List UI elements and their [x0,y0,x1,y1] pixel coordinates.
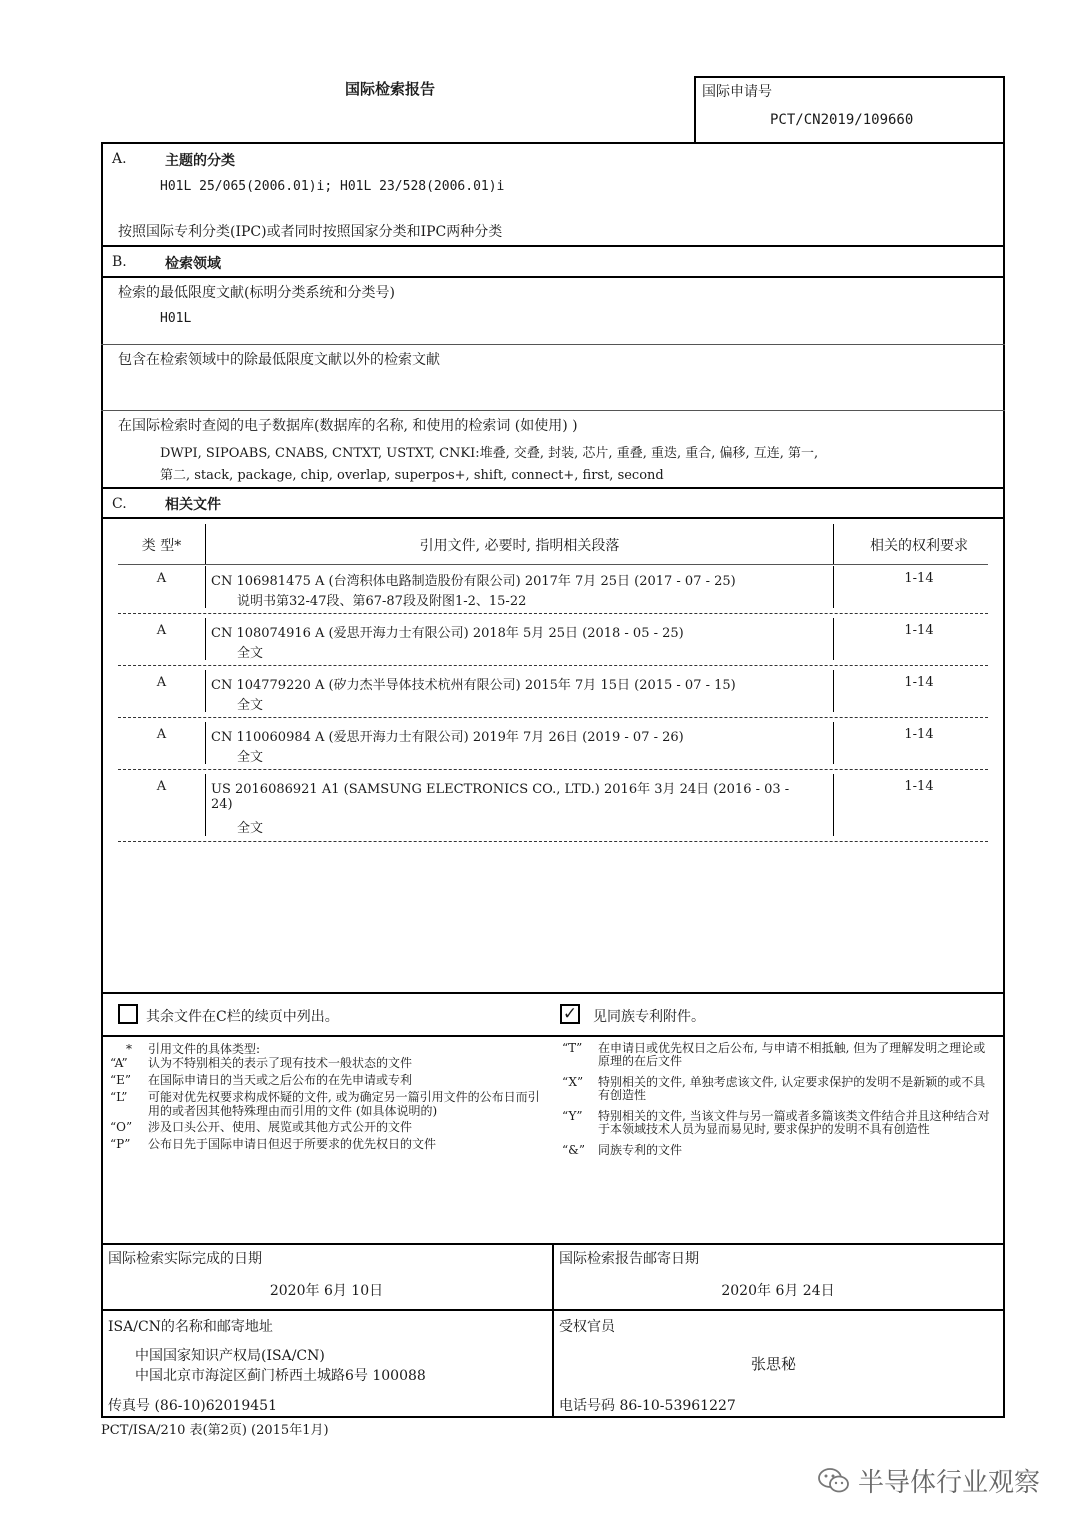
legend-key: “&” [562,1143,585,1157]
report-title: 国际检索报告 [345,80,436,98]
section-b-title: 检索领域 [165,256,221,272]
other-documentation-label: 包含在检索领域中的除最低限度文献以外的检索文献 [118,352,440,368]
row2-passages: 全文 [237,646,264,661]
row2-category: A [156,623,167,638]
row3-passages: 全文 [237,698,264,713]
legend-text: 涉及口头公开、使用、展览或其他方式公开的文件 [148,1120,413,1134]
further-documents-label: 其余文件在C栏的续页中列出。 [146,1009,339,1025]
legend-text: 可能对优先权要求构成怀疑的文件, 或为确定另一篇引用文件的公布日而引用的或者因其他特殊理由而引用的文件 (如具体说明的) [148,1090,540,1118]
legend-text: 认为不特别相关的表示了现有技术一般状态的文件 [148,1056,413,1070]
isa-name-label: ISA/CN的名称和邮寄地址 [108,1319,273,1335]
legend-text: 引用文件的具体类型: [148,1042,261,1056]
legend-key: “T” [562,1041,583,1055]
row4-passages: 全文 [237,750,264,765]
legend-key: “Y” [562,1109,583,1123]
row5-claims: 1-14 [904,779,934,794]
classification-note: 按照国际专利分类(IPC)或者同时按照国家分类和IPC两种分类 [118,224,503,240]
legend-key: * [126,1042,132,1056]
patent-family-label: 见同族专利附件。 [593,1009,705,1025]
authorized-officer-name: 张思秘 [751,1355,797,1373]
completion-date-label: 国际检索实际完成的日期 [108,1251,262,1267]
patent-family-checkbox[interactable] [560,1004,580,1024]
form-footer: PCT/ISA/210 表(第2页) (2015年1月) [101,1423,329,1438]
further-documents-checkbox[interactable] [118,1004,138,1024]
row3-category: A [156,675,167,690]
table-header-citation: 引用文件, 必要时, 指明相关段落 [419,538,620,554]
row5-citation: US 2016086921 A1 (SAMSUNG ELECTRONICS CO., LTD.) 2016年 3月 24日 (2016 - 03 - [211,782,790,797]
check-mark-icon: ✓ [562,1004,578,1024]
watermark [818,1462,1040,1499]
minimum-documentation-label: 检索的最低限度文献(标明分类系统和分类号) [118,285,395,301]
fax-number: 传真号 (86-10)62019451 [108,1398,277,1414]
isa-address: 中国北京市海淀区蓟门桥西土城路6号 100088 [135,1368,426,1384]
mailing-date: 2020年 6月 24日 [721,1283,835,1299]
category-legend-right [562,1042,992,1157]
section-b-letter: B. [112,254,127,270]
legend-key: “E” [110,1073,132,1087]
row4-category: A [156,727,167,742]
legend-text: 特别相关的文件, 当该文件与另一篇或者多篇该类文件结合并且这种结合对于本领域技术人员为显而易见时, 要求保护的发明不具有创造性 [598,1109,990,1136]
database-terms-line1: DWPI, SIPOABS, CNABS, CNTXT, USTXT, CNKI:堆叠, 交叠, 封装, 芯片, 重叠, 重迭, 重合, 偏移, 互连, 第一, [160,446,819,461]
row4-citation: CN 110060984 A (爱思开海力士有限公司) 2019年 7月 26日 (2019 - 07 - 26) [211,730,684,745]
section-c-letter: C. [112,496,127,512]
telephone-number: 电话号码 86-10-53961227 [559,1398,736,1414]
row1-claims: 1-14 [904,571,934,586]
application-number: PCT/CN2019/109660 [770,112,914,128]
legend-key: “X” [562,1075,584,1089]
database-terms-line2: 第二, stack, package, chip, overlap, superpos+, shift, connect+, first, second [160,468,664,483]
row5-citation-cont: 24) [211,797,233,812]
table-header-category: 类 型* [141,538,182,554]
table-header-claims: 相关的权利要求 [870,538,968,554]
legend-key: “O” [110,1120,133,1134]
completion-date: 2020年 6月 10日 [269,1283,384,1299]
legend-text: 公布日先于国际申请日但迟于所要求的优先权日的文件 [148,1137,437,1151]
ipc-classification: H01L 25/065(2006.01)i; H01L 23/528(2006.01)i [160,179,505,194]
section-c-title: 相关文件 [165,497,221,513]
row1-citation: CN 106981475 A (台湾积体电路制造股份有限公司) 2017年 7月 25日 (2017 - 07 - 25) [211,574,736,589]
section-a-letter: A. [112,151,127,167]
legend-text: 同族专利的文件 [598,1143,683,1157]
legend-key: “A” [110,1056,128,1070]
row2-citation: CN 108074916 A (爱思开海力士有限公司) 2018年 5月 25日 (2018 - 05 - 25) [211,626,684,641]
wechat-icon [818,1466,850,1496]
row1-passages: 说明书第32-47段、第67-87段及附图1-2、15-22 [237,594,527,609]
section-a-title: 主题的分类 [165,153,235,169]
row1-category: A [156,571,167,586]
row5-passages: 全文 [237,821,264,836]
legend-key: “L” [110,1090,128,1104]
legend-text: 在国际申请日的当天或之后公布的在先申请或专利 [148,1073,413,1087]
watermark-text: 半导体行业观察 [858,1468,1041,1498]
isa-name: 中国国家知识产权局(ISA/CN) [135,1348,325,1364]
legend-text: 特别相关的文件, 单独考虑该文件, 认定要求保护的发明不是新颖的或不具有创造性 [598,1075,986,1102]
row2-claims: 1-14 [904,623,934,638]
row3-claims: 1-14 [904,675,934,690]
row4-claims: 1-14 [904,727,934,742]
row5-category: A [156,779,167,794]
mailing-date-label: 国际检索报告邮寄日期 [559,1251,699,1267]
application-number-label: 国际申请号 [702,84,772,100]
legend-text: 在申请日或优先权日之后公布, 与申请不相抵触, 但为了理解发明之理论或原理的在后文件 [598,1041,986,1068]
database-label: 在国际检索时查阅的电子数据库(数据库的名称, 和使用的检索词 (如使用) ) [118,418,578,434]
minimum-documentation-value: H01L [160,311,192,326]
authorized-officer-label: 受权官员 [559,1319,615,1335]
category-legend-left [110,1042,540,1151]
legend-key: “P” [110,1137,131,1151]
row3-citation: CN 104779220 A (矽力杰半导体技术杭州有限公司) 2015年 7月 15日 (2015 - 07 - 15) [211,678,736,693]
